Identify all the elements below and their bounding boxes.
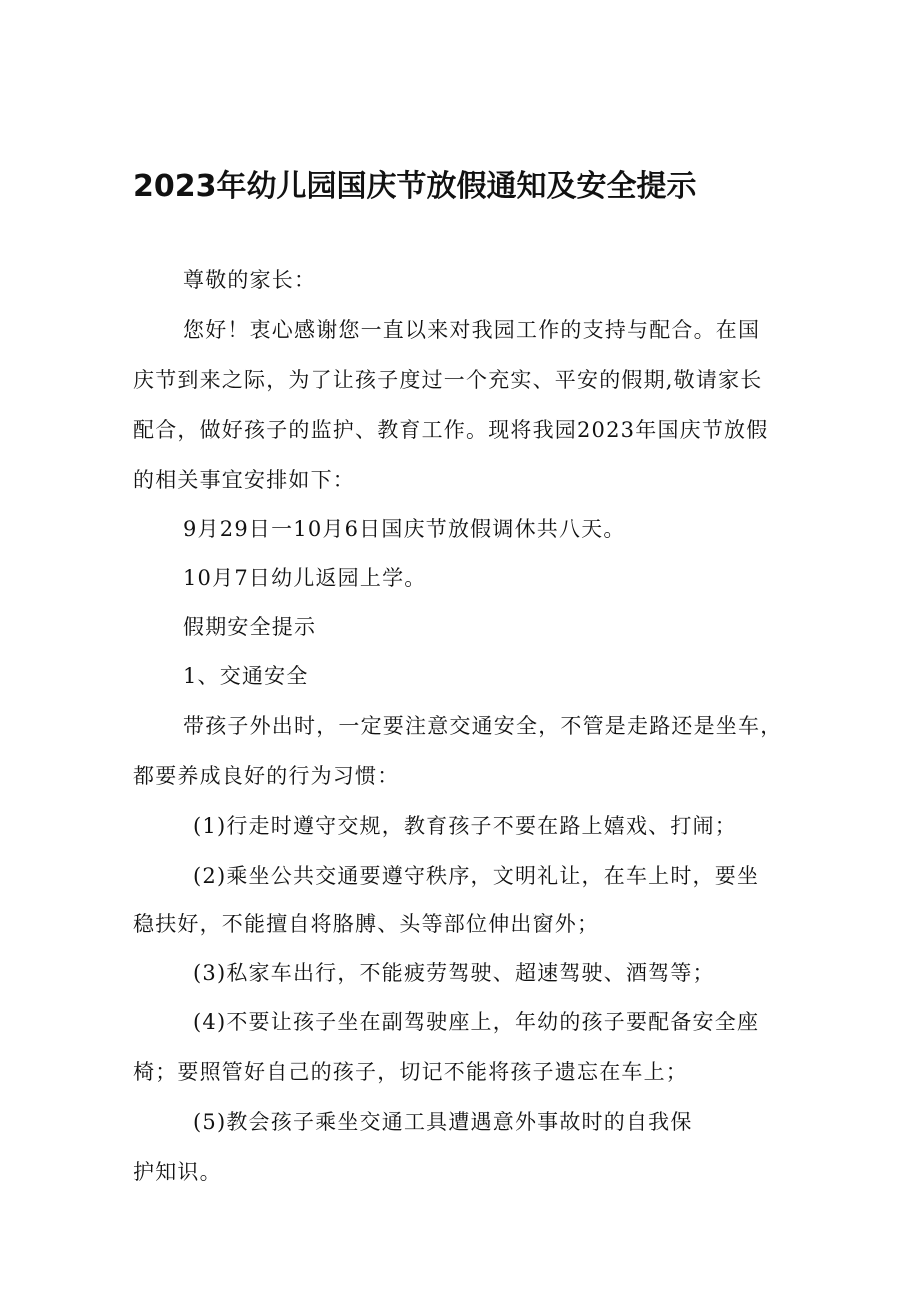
traffic-item-4-line-2: 椅；要照管好自己的孩子，切记不能将孩子遗忘在车上；: [133, 1060, 688, 1084]
traffic-item-1: (1)行走时遵守交规，教育孩子不要在路上嬉戏、打闹；: [193, 814, 737, 838]
intro-line-1: 您好！衷心感谢您一直以来对我园工作的支持与配合。在国: [183, 318, 761, 342]
traffic-item-2-line-2: 稳扶好，不能擅自将胳膊、头等部位伸出窗外；: [133, 912, 600, 936]
holiday-schedule: 9月29日一10月6日国庆节放假调休共八天。: [183, 517, 626, 541]
traffic-item-4-line-1: (4)不要让孩子坐在副驾驶座上，年幼的孩子要配备安全座: [193, 1010, 760, 1034]
document-title: 2023年幼儿园国庆节放假通知及安全提示: [133, 169, 697, 204]
intro-line-3: 配合，做好孩子的监护、教育工作。现将我园2023年国庆节放假: [133, 418, 769, 442]
traffic-item-5-line-1: (5)教会孩子乘坐交通工具遭遇意外事故时的自我保: [193, 1110, 693, 1134]
section-1-para-line-1: 带孩子外出时，一定要注意交通安全，不管是走路还是坐车，: [183, 714, 783, 738]
return-date: 10月7日幼儿返园上学。: [183, 566, 427, 590]
intro-line-2: 庆节到来之际，为了让孩子度过一个充实、平安的假期,敬请家长: [133, 368, 763, 392]
section-1-heading: 1、交通安全: [183, 664, 309, 688]
greeting: 尊敬的家长：: [183, 268, 317, 292]
traffic-item-5-line-2: 护知识。: [133, 1160, 222, 1184]
safety-heading: 假期安全提示: [183, 615, 317, 639]
traffic-item-3: (3)私家车出行，不能疲劳驾驶、超速驾驶、酒驾等；: [193, 961, 715, 985]
section-1-para-line-2: 都要养成良好的行为习惯：: [133, 764, 400, 788]
traffic-item-2-line-1: (2)乘坐公共交通要遵守秩序，文明礼让，在车上时，要坐: [193, 864, 760, 888]
intro-line-4: 的相关事宜安排如下：: [133, 468, 355, 492]
